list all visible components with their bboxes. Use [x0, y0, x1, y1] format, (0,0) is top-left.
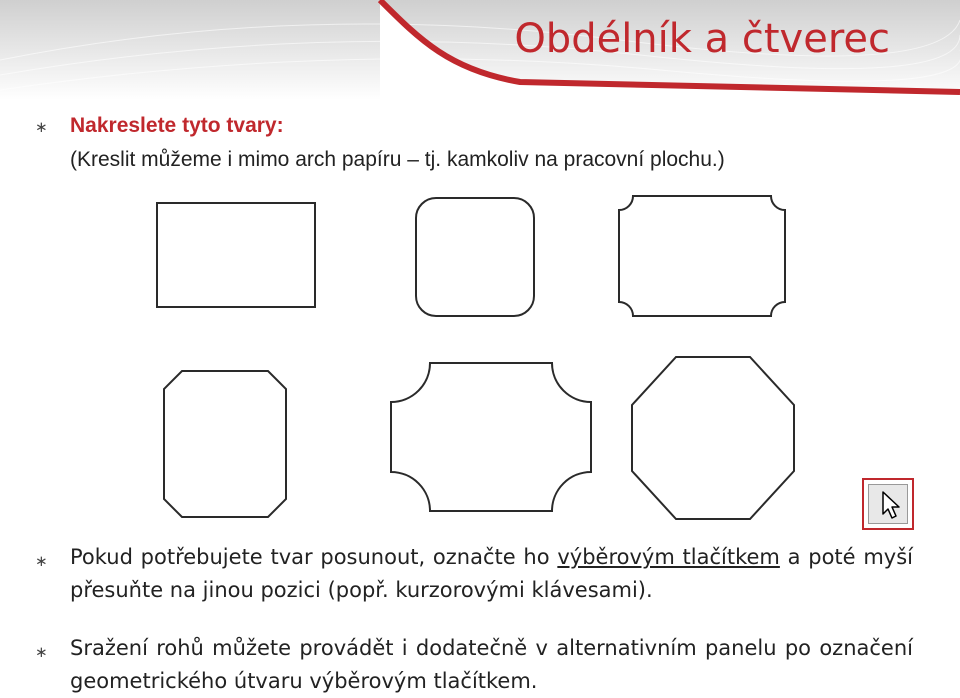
instruction-subtext: (Kreslit můžeme i mimo arch papíru – tj. kamkoliv na pracovní plochu.): [70, 148, 725, 171]
bullet-marker: ∗: [35, 118, 48, 136]
cursor-arrow-icon: [869, 485, 909, 525]
plaque-cross-shape: [391, 363, 591, 511]
bullet-marker: ∗: [35, 643, 48, 661]
rectangle-shape: [157, 203, 315, 307]
move-text-start: Pokud potřebujete tvar posunout, označte ho: [70, 545, 558, 569]
rounded-square-shape: [416, 198, 534, 316]
corner-bevel-paragraph: Sražení rohů můžete provádět i dodatečně v alternativním panelu po označení geometrického útvaru výběrovým tlačítkem.: [70, 636, 913, 693]
beveled-square-shape: [164, 371, 286, 517]
selection-tool-link[interactable]: výběrovým tlačítkem: [557, 545, 780, 569]
move-text-end: a poté myší přesuňte na jinou pozici (popř. kurzorovými klávesami).: [70, 545, 913, 602]
bullet-marker: ∗: [35, 552, 48, 570]
concave-corner-rectangle-shape: [619, 196, 785, 316]
octagon-shape: [632, 357, 794, 519]
slide-title: Obdélník a čtverec: [514, 16, 890, 62]
move-shape-paragraph: [70, 541, 913, 607]
selection-tool-button[interactable]: [862, 478, 914, 530]
instruction-heading: Nakreslete tyto tvary:: [70, 114, 284, 137]
